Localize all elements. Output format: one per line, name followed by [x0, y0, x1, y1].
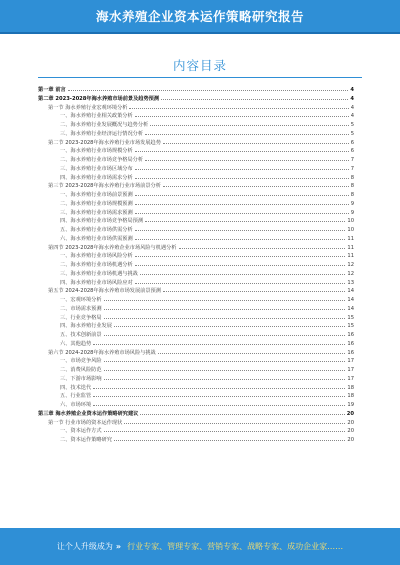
- footer-banner: [0, 528, 400, 565]
- toc-entry-title: 三、海水养殖行业市场区域分布: [60, 165, 133, 172]
- toc-entry-page: 7: [350, 165, 354, 172]
- toc-entry-page: 17: [347, 375, 354, 382]
- toc-entry-title: 四、技术迭代: [60, 384, 92, 391]
- toc-entry[interactable]: [38, 286, 354, 295]
- toc-entry-page: 6: [350, 148, 354, 155]
- toc-leader-dots: [150, 120, 348, 126]
- toc-entry-title: 第二节 2023-2028年海水养殖行业市场发展趋势: [48, 139, 161, 146]
- toc-entry[interactable]: [38, 383, 354, 392]
- toc-entry-title: 第六节 2024-2028年海水养殖市场风险与挑战: [48, 349, 156, 356]
- toc-entry[interactable]: [38, 146, 354, 155]
- toc-entry-page: 4: [350, 104, 354, 111]
- toc-leader-dots: [129, 103, 348, 109]
- toc-leader-dots: [104, 330, 346, 336]
- toc-entry-title: 三、海水养殖行业市场机遇与挑战: [60, 270, 138, 277]
- toc-leader-dots: [93, 339, 345, 345]
- toc-leader-dots: [104, 313, 346, 319]
- toc-entry-page: 20: [347, 428, 354, 435]
- report-header-bar: [0, 0, 400, 34]
- toc-entry-page: 4: [350, 95, 354, 102]
- toc-entry[interactable]: [38, 365, 354, 374]
- toc-leader-dots: [135, 173, 349, 179]
- toc-leader-dots: [135, 190, 349, 196]
- toc-entry-page: 10: [347, 218, 354, 225]
- toc-entry-title: 六、海水养殖行业市场供需预测: [60, 235, 133, 242]
- toc-entry-page: 5: [350, 122, 354, 128]
- toc-entry[interactable]: [38, 313, 354, 322]
- toc-leader-dots: [93, 400, 345, 406]
- toc-entry-page: 10: [347, 227, 354, 233]
- toc-leader-dots: [104, 356, 346, 362]
- toc-entry-title: 一、海水养殖行业市场风险分析: [60, 253, 133, 260]
- toc-leader-dots: [140, 269, 346, 275]
- toc-entry[interactable]: [38, 321, 354, 330]
- toc-leader-dots: [145, 216, 345, 222]
- toc-entry-page: 9: [350, 209, 354, 216]
- toc-entry[interactable]: [38, 356, 354, 365]
- toc-entry-page: 18: [347, 384, 354, 391]
- toc-leader-dots: [163, 286, 345, 292]
- toc-entry-page: 14: [347, 305, 354, 312]
- toc-entry-title: 一、宏观环境分析: [60, 297, 102, 303]
- toc-leader-dots: [93, 383, 345, 389]
- toc-leader-dots: [135, 164, 349, 170]
- toc-leader-dots: [135, 111, 349, 117]
- toc-leader-dots: [114, 321, 346, 327]
- toc-entry[interactable]: [38, 129, 354, 138]
- toc-entry[interactable]: [38, 234, 354, 243]
- toc-entry-title: 三、海水养殖行业市场需求预测: [60, 209, 133, 216]
- toc-leader-dots: [145, 155, 349, 161]
- toc-entry[interactable]: [38, 103, 354, 112]
- toc-leader-dots: [68, 85, 349, 91]
- toc-entry-title: 二、消费风险防范: [60, 367, 102, 373]
- toc-entry[interactable]: [38, 426, 354, 435]
- toc-entry-title: 二、海水养殖行业市场规模预测: [60, 200, 133, 207]
- toc-entry[interactable]: [38, 155, 354, 164]
- toc-entry-page: 8: [350, 192, 354, 198]
- toc-entry-title: 六、其他趋势: [60, 340, 92, 347]
- toc-entry-title: 第一章 前言: [38, 87, 66, 93]
- toc-leader-dots: [104, 365, 346, 371]
- toc-leader-dots: [135, 225, 346, 231]
- toc-entry-title: 五、行业监管: [60, 393, 92, 400]
- toc-entry[interactable]: [38, 269, 354, 278]
- toc-entry-title: 六、市场环境: [60, 402, 92, 408]
- toc-leader-dots: [93, 391, 345, 397]
- toc-leader-dots: [145, 129, 349, 135]
- toc-entry-page: 8: [350, 183, 354, 190]
- toc-leader-dots: [104, 304, 346, 310]
- report-title: 海水养殖企业资本运作策略研究报告: [95, 9, 304, 24]
- toc-leader-dots: [140, 409, 344, 415]
- toc-leader-dots: [114, 435, 346, 441]
- toc-leader-dots: [163, 181, 349, 187]
- toc-entry-page: 20: [346, 410, 354, 417]
- toc-entry-title: 五、技术创新前景: [60, 332, 102, 338]
- toc-entry-title: 第三章 海水养殖企业资本运作策略研究建议: [38, 410, 139, 417]
- toc-entry-title: 第四节 2023-2028年海水养殖企业市场风险与机遇分析: [48, 244, 177, 251]
- toc-leader-dots: [158, 348, 346, 354]
- toc-entry-page: 5: [350, 130, 354, 137]
- toc-entry[interactable]: [38, 339, 354, 348]
- toc-entry[interactable]: [38, 190, 354, 199]
- toc-entry-page: 12: [347, 262, 354, 268]
- toc-entry[interactable]: [38, 295, 354, 304]
- toc-entry-page: 16: [347, 349, 354, 356]
- toc-leader-dots: [135, 146, 349, 152]
- toc-entry[interactable]: [38, 120, 354, 129]
- toc-entry[interactable]: [38, 391, 354, 400]
- toc-entry[interactable]: [38, 94, 354, 103]
- toc-leader-dots: [124, 418, 345, 424]
- toc-entry-title: 第三节 2023-2028年海水养殖行业市场前景分析: [48, 183, 161, 190]
- chevron-right-icon: »: [115, 542, 122, 551]
- table-of-contents: [38, 85, 354, 444]
- toc-entry-page: 19: [347, 402, 354, 408]
- toc-entry-page: 13: [347, 279, 354, 286]
- toc-entry-page: 17: [347, 358, 354, 365]
- toc-entry-title: 一、资本运作方式: [60, 428, 102, 435]
- toc-leader-dots: [135, 199, 349, 205]
- toc-entry[interactable]: [38, 348, 354, 357]
- toc-entry-title: 二、海水养殖行业发展概况与趋势分析: [60, 122, 149, 128]
- toc-entry-page: 14: [347, 288, 354, 295]
- toc-leader-dots: [179, 243, 346, 249]
- toc-leader-dots: [135, 260, 346, 266]
- toc-entry[interactable]: [38, 260, 354, 269]
- toc-entry-page: 6: [350, 139, 354, 146]
- toc-entry-title: 三、行业竞争格局: [60, 314, 102, 321]
- toc-entry-page: 9: [350, 200, 354, 207]
- toc-entry-page: 14: [347, 297, 354, 303]
- toc-entry-title: 五、海水养殖行业市场供需分析: [60, 227, 133, 233]
- toc-leader-dots: [163, 138, 349, 144]
- toc-leader-dots: [104, 374, 346, 380]
- toc-entry-title: 四、海水养殖行业发展: [60, 323, 112, 330]
- toc-entry[interactable]: [38, 208, 354, 217]
- toc-entry-page: 7: [350, 157, 354, 163]
- toc-entry-title: 四、海水养殖行业市场竞争格局预测: [60, 218, 144, 225]
- toc-entry-title: 四、海水养殖行业市场风险应对: [60, 279, 133, 286]
- toc-entry-title: 一、海水养殖行业相关政策分析: [60, 113, 133, 120]
- toc-entry[interactable]: [38, 435, 354, 444]
- toc-entry-title: 三、海水养殖行业经济运行情况分析: [60, 130, 144, 137]
- toc-entry[interactable]: [38, 243, 354, 252]
- toc-entry-title: 一、海水养殖行业市场前景预测: [60, 192, 133, 198]
- toc-entry-title: 第二章 2023-2028年海水养殖市场前景及趋势预测: [38, 95, 160, 102]
- toc-entry-title: 二、海水养殖行业市场机遇分析: [60, 262, 133, 268]
- footer-slogan: [0, 541, 400, 552]
- toc-entry-title: 三、下游市场影响: [60, 375, 102, 382]
- toc-entry[interactable]: [38, 400, 354, 409]
- toc-entry[interactable]: [38, 374, 354, 383]
- toc-entry-page: 4: [350, 113, 354, 120]
- toc-entry-title: 第五节 2024-2028年海水养殖市场发展前景预测: [48, 288, 161, 295]
- toc-entry[interactable]: [38, 138, 354, 147]
- toc-entry-title: 四、海水养殖行业市场需求分析: [60, 174, 133, 181]
- toc-entry-page: 11: [347, 253, 354, 260]
- toc-leader-dots: [135, 208, 349, 214]
- toc-entry-page: 15: [347, 323, 354, 330]
- toc-entry-title: 一、市场竞争风险: [60, 358, 102, 365]
- toc-entry[interactable]: [38, 111, 354, 120]
- toc-entry[interactable]: [38, 304, 354, 313]
- toc-entry[interactable]: [38, 85, 354, 94]
- toc-entry-page: 11: [347, 244, 354, 251]
- toc-entry[interactable]: [38, 418, 354, 427]
- toc-entry-title: 第一节 海水养殖行业宏观环境分析: [48, 104, 128, 111]
- toc-entry[interactable]: [38, 199, 354, 208]
- toc-entry-page: 4: [350, 87, 354, 93]
- toc-entry-page: 15: [347, 314, 354, 321]
- toc-entry-page: 17: [347, 367, 354, 373]
- toc-heading: 内容目录: [172, 58, 227, 73]
- toc-entry[interactable]: [38, 173, 354, 182]
- footer-slogan-right: 行业专家、管理专家、营销专家、战略专家、成功企业家……: [127, 542, 344, 551]
- toc-entry[interactable]: [38, 278, 354, 287]
- toc-entry[interactable]: [38, 164, 354, 173]
- toc-entry[interactable]: [38, 409, 354, 418]
- toc-leader-dots: [104, 426, 346, 432]
- toc-leader-dots: [104, 295, 346, 301]
- toc-entry-page: 12: [347, 270, 354, 277]
- toc-divider: [38, 77, 362, 78]
- toc-entry-title: 二、资本运作策略研究: [60, 437, 112, 443]
- toc-entry-page: 20: [347, 419, 354, 426]
- toc-entry[interactable]: [38, 225, 354, 234]
- toc-entry-title: 二、市场需求预测: [60, 305, 102, 312]
- toc-leader-dots: [135, 251, 346, 257]
- toc-leader-dots: [135, 278, 346, 284]
- toc-entry-page: 20: [347, 437, 354, 443]
- toc-entry[interactable]: [38, 181, 354, 190]
- toc-entry-title: 二、海水养殖行业市场竞争格局分析: [60, 157, 144, 163]
- toc-entry-page: 8: [350, 174, 354, 181]
- toc-entry-title: 第一节 行业市场的资本运作现状: [48, 419, 123, 426]
- toc-leader-dots: [135, 234, 346, 240]
- footer-slogan-left: 让个人升级成为: [56, 542, 113, 551]
- toc-leader-dots: [161, 94, 348, 100]
- toc-entry-page: 16: [347, 332, 354, 338]
- toc-entry-page: 16: [347, 340, 354, 347]
- toc-entry-page: 18: [347, 393, 354, 400]
- toc-entry-page: 11: [347, 235, 354, 242]
- toc-entry[interactable]: [38, 251, 354, 260]
- toc-entry-title: 一、海水养殖行业市场规模分析: [60, 148, 133, 155]
- toc-entry[interactable]: [38, 330, 354, 339]
- toc-entry[interactable]: [38, 216, 354, 225]
